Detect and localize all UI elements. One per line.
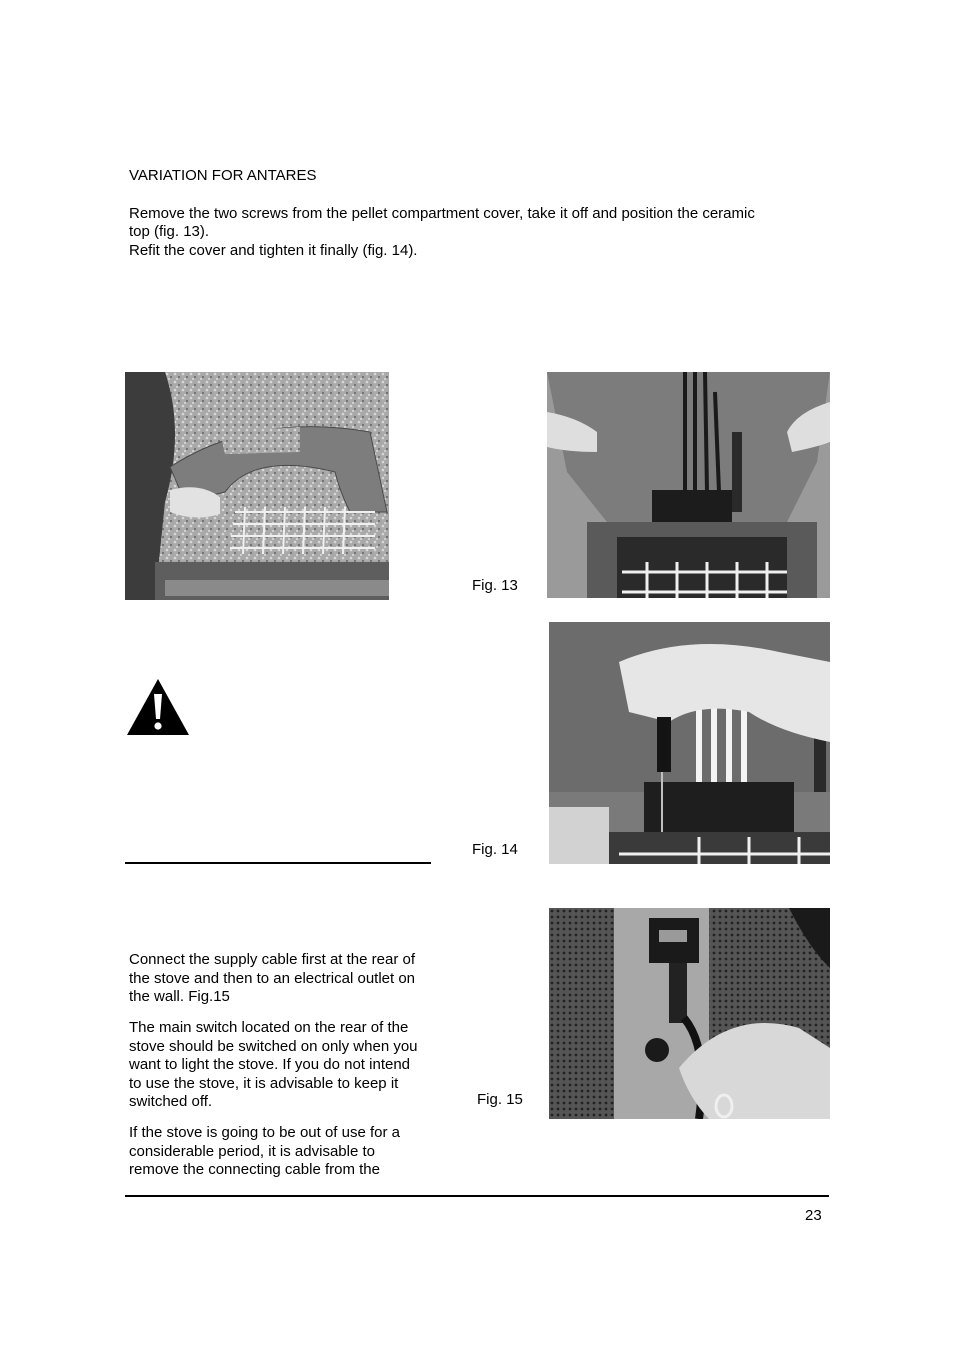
intro-line-3: Refit the cover and tighten it finally (fig. 14). [129, 242, 418, 259]
fig14-caption: Fig. 14 [472, 841, 518, 858]
footer-divider [125, 1195, 829, 1197]
warning-triangle-icon [126, 678, 190, 736]
page-number: 23 [805, 1207, 822, 1224]
section-divider [125, 862, 431, 864]
fig15-photo [549, 908, 830, 1119]
electrical-para-1: Connect the supply cable first at the rear of the stove and then to an electrical outlet on the wall. Fig.15 [129, 951, 416, 1005]
ceramic-top-photo [125, 372, 389, 600]
fig14-photo [549, 622, 830, 864]
electrical-para-2: The main switch located on the rear of the stove should be switched on only when you want to light the stove. If you do not intend to use the stove, it is advisable to keep it switched off. [129, 1019, 418, 1110]
section-heading: VARIATION FOR ANTARES [129, 167, 317, 184]
fig13-caption: Fig. 13 [472, 577, 518, 594]
fig15-caption: Fig. 15 [477, 1091, 523, 1108]
electrical-para-3: If the stove is going to be out of use for a considerable period, it is advisable to remove the connecting cable from the [129, 1124, 401, 1178]
fig13-photo [547, 372, 830, 598]
intro-line-2: top (fig. 13). [129, 223, 210, 240]
intro-line-1: Remove the two screws from the pellet compartment cover, take it off and position the ceramic [129, 205, 755, 222]
